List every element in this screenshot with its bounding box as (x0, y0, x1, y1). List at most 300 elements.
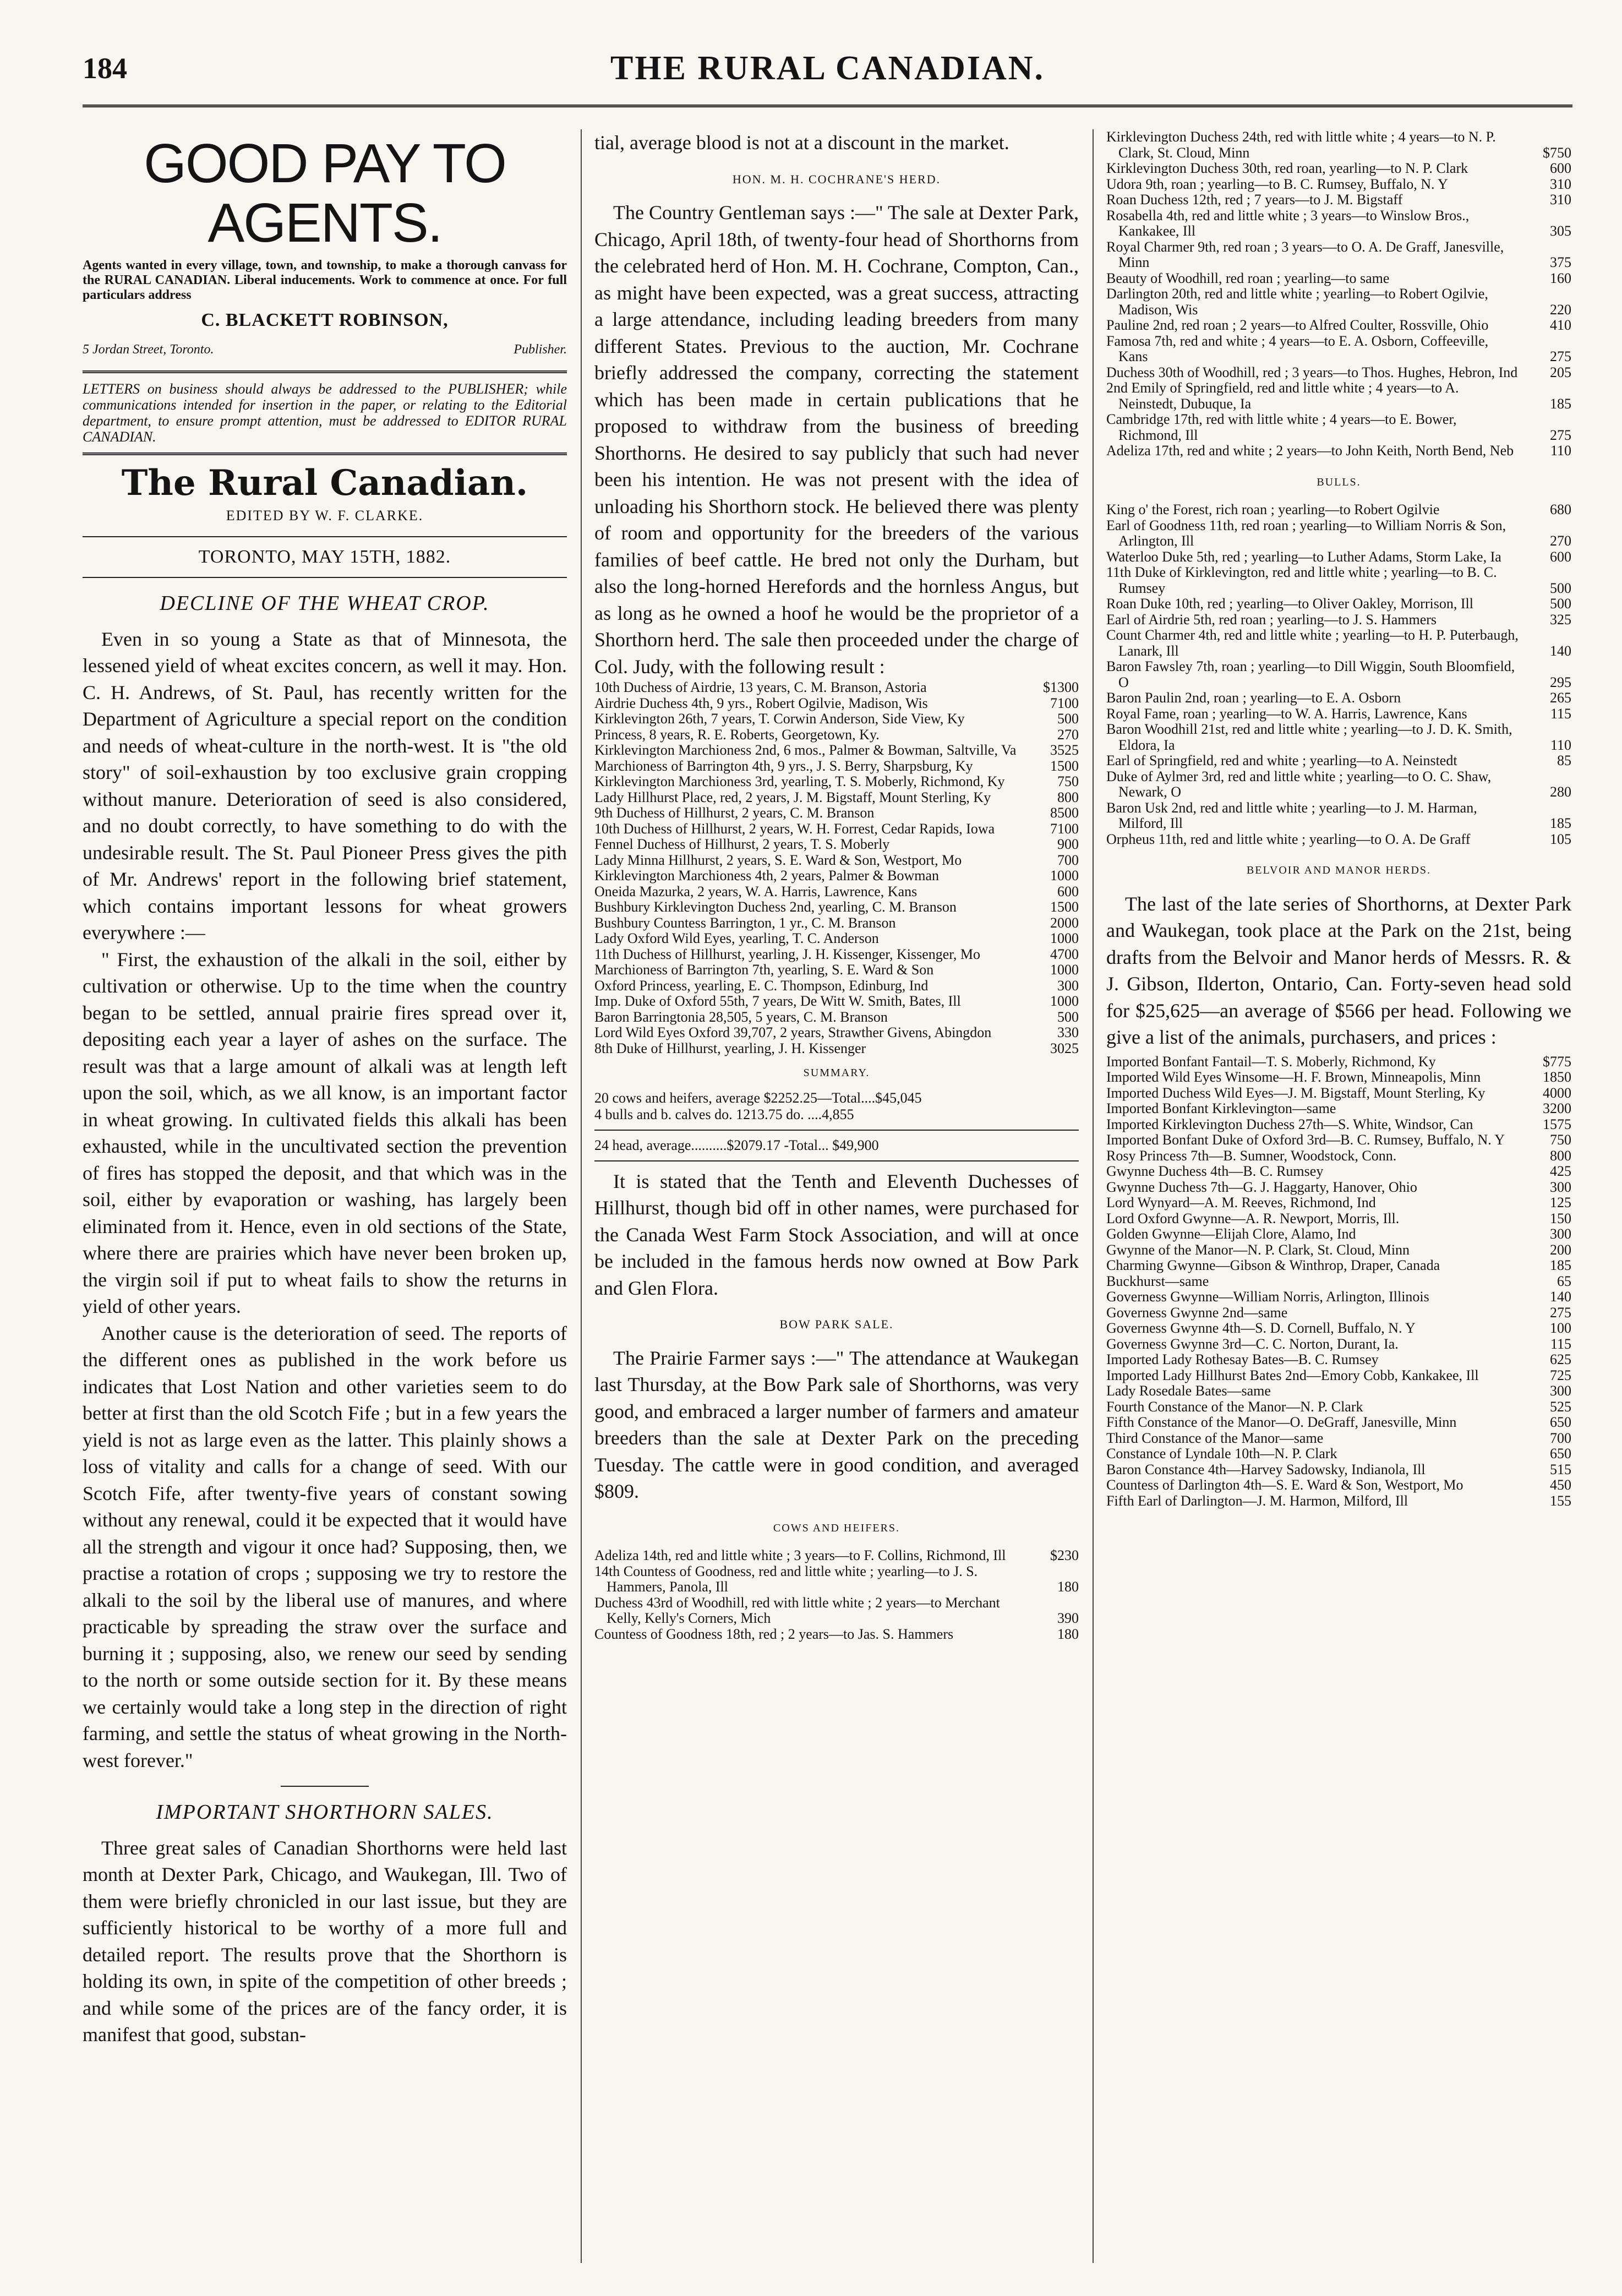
sale-entry (1106, 1148, 1571, 1164)
sale-entry-price: 450 (1550, 1477, 1571, 1493)
sale-entry-price: 525 (1550, 1398, 1571, 1415)
sale-entry (1106, 1337, 1571, 1352)
sale-list (594, 680, 1079, 1056)
sale-entry-text: Golden Gwynne—Elijah Clore, Alamo, Ind (1106, 1226, 1356, 1242)
article-paragraph: The last of the late series of Shorthorns, at Dexter Park and Waukegan, took place at the Park on the 21st, being drafts from the Belvoir and Manor herds of Messrs. R. & J. Gibson, Ilderton, Ontario, Can. Forty-seven head sold for $25,625—an average of $566 per head. Following we give a list of the animals, purchasers, and prices : (1106, 892, 1571, 1048)
sale-entry-price: 100 (1550, 1320, 1571, 1336)
sale-entry (1106, 1274, 1571, 1290)
sale-entry-price: 700 (1550, 1430, 1571, 1446)
sale-entry-price: 270 (1057, 726, 1079, 743)
sale-entry-text: Oxford Princess, yearling, E. C. Thompson, Edinburg, Ind (594, 977, 929, 994)
sale-entry-price: 500 (1550, 596, 1571, 612)
sale-entry-price: 185 (1550, 815, 1571, 831)
article-title: IMPORTANT SHORTHORN SALES. (156, 1801, 494, 1824)
sale-entry-price: 600 (1550, 548, 1571, 565)
sale-entry-text: Oneida Mazurka, 2 years, W. A. Harris, Lawrence, Kans (594, 883, 918, 899)
sale-entry-price: 4700 (1050, 946, 1079, 962)
sale-entry (1106, 706, 1571, 722)
sale-entry-text: Bushbury Countess Barrington, 1 yr., C. M. Branson (594, 914, 896, 931)
sale-entry-text: Constance of Lyndale 10th—N. P. Clark (1106, 1446, 1337, 1461)
sale-entry (1106, 1399, 1571, 1415)
sale-entry-price: 2000 (1050, 914, 1079, 931)
sale-entry-price: 750 (1057, 773, 1079, 789)
sale-entry-price: 150 (1550, 1210, 1571, 1226)
sale-entry-text: Lady Hillhurst Place, red, 2 years, J. M. Bigstaff, Mount Sterling, Ky (594, 789, 991, 805)
ad-name: C. BLACKETT ROBINSON, (201, 310, 449, 330)
sale-entry (594, 680, 1079, 696)
sale-entry-price: 375 (1550, 254, 1571, 270)
sale-list (1106, 129, 1571, 459)
sale-entry-text: 10th Duchess of Hillhurst, 2 years, W. H. Forrest, Cedar Rapids, Iowa (594, 820, 995, 837)
sale-entry-text: Waterloo Duke 5th, red ; yearling—to Luther Adams, Storm Lake, Ia (1106, 548, 1501, 565)
sale-entry-text: Roan Duke 10th, red ; yearling—to Oliver Oakley, Morrison, Ill (1106, 596, 1473, 612)
sale-entry (1106, 1368, 1571, 1384)
sale-entry (594, 759, 1079, 775)
letters-notice: LETTERS on business should always be addressed to the PUBLISHER; while communications intended for insertion in the paper, or relating to the Editorial department, to ensure prompt attention, must be addressed to EDITOR RURAL CANADIAN. (83, 381, 567, 445)
sale-entry (1106, 271, 1571, 287)
masthead: THE RURAL CANADIAN. (610, 50, 1045, 87)
sale-entry-text: Imported Bonfant Fantail—T. S. Moberly, Richmond, Ky (1106, 1053, 1436, 1070)
sale-entry (1106, 1117, 1571, 1133)
section-heading: BOW PARK SALE. (779, 1317, 894, 1331)
sale-entry (594, 962, 1079, 978)
sale-entry-text: Kirklevington Duchess 30th, red roan, yearling—to N. P. Clark (1106, 160, 1468, 176)
sale-entry-price: 275 (1550, 427, 1571, 443)
sale-entry-text: Imported Duchess Wild Eyes—J. M. Bigstaff, Mount Sterling, Ky (1106, 1084, 1486, 1101)
ad-footer (83, 336, 567, 363)
sale-entry (1106, 192, 1571, 208)
sale-entry-text: Imported Lady Rothesay Bates—B. C. Rumsey (1106, 1351, 1379, 1367)
sale-entry (1106, 769, 1571, 800)
summary-line: 20 cows and heifers, average $2252.25—Total....$45,045 (594, 1089, 922, 1106)
sale-entry-text: Gwynne Duchess 7th—G. J. Haggarty, Hanover, Ohio (1106, 1179, 1417, 1195)
sale-entry (594, 1548, 1079, 1564)
sale-entry (1106, 177, 1571, 193)
sale-entry-text: Governess Gwynne 2nd—same (1106, 1304, 1288, 1321)
sale-entry (1106, 1132, 1571, 1148)
sale-entry-price: 140 (1550, 642, 1571, 659)
sale-entry-price: 85 (1557, 752, 1571, 768)
sale-entry-price: 700 (1057, 852, 1079, 868)
sale-entry (1106, 318, 1571, 334)
sale-entry-price: 180 (1057, 1626, 1079, 1642)
column-divider (1093, 129, 1094, 2263)
sale-entry-text: Earl of Springfield, red and white ; yearling—to A. Neinstedt (1106, 752, 1457, 768)
section-heading: COWS AND HEIFERS. (773, 1521, 900, 1534)
sale-entry-text: Lady Oxford Wild Eyes, yearling, T. C. Anderson (594, 930, 879, 946)
sale-entry-text: Baron Paulin 2nd, roan ; yearling—to E. A. Osborn (1106, 690, 1401, 706)
paper-title: The Rural Canadian. (121, 462, 528, 504)
sale-entry (1106, 1431, 1571, 1447)
sale-entry-price: 1000 (1050, 930, 1079, 946)
section-heading: SUMMARY. (803, 1067, 870, 1079)
sale-entry-price: 275 (1550, 1304, 1571, 1321)
sale-entry (1106, 1226, 1571, 1242)
sale-entry (1106, 753, 1571, 769)
sale-entry-text: Kirklevington 26th, 7 years, T. Corwin Anderson, Side View, Ky (594, 711, 965, 727)
sale-entry-text: 11th Duchess of Hillhurst, yearling, J. H. Kissenger, Kissenger, Mo (594, 946, 981, 962)
header-rule (83, 105, 1572, 107)
sale-entry-text: Cambridge 17th, red with little white ; 4 years—to E. Bower, Richmond, Ill (1106, 411, 1457, 443)
sale-entry-price: 650 (1550, 1414, 1571, 1430)
sale-entry-price: 625 (1550, 1351, 1571, 1367)
sale-entry-text: Lord Wild Eyes Oxford 39,707, 2 years, Strawther Givens, Abingdon (594, 1024, 992, 1040)
sale-entry-text: Charming Gwynne—Gibson & Winthrop, Draper, Canada (1106, 1257, 1440, 1273)
sale-entry (1106, 412, 1571, 443)
section-heading: BULLS. (1317, 476, 1361, 488)
sale-entry-text: Countess of Darlington 4th—S. E. Ward & Son, Westport, Mo (1106, 1477, 1463, 1493)
sale-entry-price: 160 (1550, 270, 1571, 286)
sale-entry (594, 853, 1079, 869)
sale-entry-price: 1575 (1543, 1116, 1571, 1132)
sale-entry-price: 600 (1057, 883, 1079, 899)
sale-entry-text: Roan Duchess 12th, red ; 7 years—to J. M. Bigstaff (1106, 192, 1403, 208)
sale-entry (1106, 129, 1571, 161)
sale-entry-text: Governess Gwynne 4th—S. D. Cornell, Buffalo, N. Y (1106, 1320, 1416, 1336)
sale-entry (594, 1564, 1079, 1595)
ad-role: Publisher. (514, 342, 567, 357)
sale-entry-price: 1000 (1050, 993, 1079, 1009)
sale-entry (594, 790, 1079, 806)
sale-entry (1106, 549, 1571, 565)
sale-entry-text: Kirklevington Marchioness 4th, 2 years, Palmer & Bowman (594, 868, 940, 884)
sale-list (1106, 502, 1571, 847)
sale-entry-text: Baron Usk 2nd, red and little white ; yearling—to J. M. Harman, Milford, Ill (1106, 799, 1477, 831)
sale-entry-text: Udora 9th, roan ; yearling—to B. C. Rumsey, Buffalo, N. Y (1106, 176, 1448, 192)
sale-entry (594, 805, 1079, 821)
dateline: TORONTO, MAY 15TH, 1882. (198, 546, 451, 567)
divider (83, 536, 567, 537)
sale-entry-price: 325 (1550, 611, 1571, 628)
sale-entry (1106, 1242, 1571, 1258)
sale-entry-text: Royal Charmer 9th, red roan ; 3 years—to O. A. De Graff, Janesville, Minn (1106, 238, 1504, 270)
sale-entry (594, 774, 1079, 790)
short-rule (281, 1786, 369, 1787)
sale-entry-price: 1500 (1050, 757, 1079, 774)
sale-entry (1106, 208, 1571, 239)
divider (83, 370, 567, 373)
sale-entry-text: 10th Duchess of Airdrie, 13 years, C. M. Branson, Astoria (594, 679, 927, 695)
sale-entry-price: 115 (1550, 705, 1571, 722)
sale-entry-price: 1000 (1050, 868, 1079, 884)
sale-entry-text: 11th Duke of Kirklevington, red and little white ; yearling—to B. C. Rumsey (1106, 564, 1497, 596)
sale-entry-text: Beauty of Woodhill, red roan ; yearling—to same (1106, 270, 1390, 286)
sale-entry-price: 205 (1550, 364, 1571, 380)
sale-entry (1106, 1305, 1571, 1321)
sale-entry (1106, 659, 1571, 690)
sale-entry (1106, 1101, 1571, 1117)
sale-entry-price: 7100 (1050, 820, 1079, 837)
sale-entry (1106, 722, 1571, 753)
sale-entry-price: $775 (1543, 1053, 1571, 1070)
sale-entry-text: Duchess 43rd of Woodhill, red with little white ; 2 years—to Merchant Kelly, Kelly's Corners, Mich (594, 1594, 1000, 1626)
sale-entry (1106, 1321, 1571, 1337)
sale-entry (594, 837, 1079, 853)
sale-entry-text: Baron Fawsley 7th, roan ; yearling—to Dill Wiggin, South Bloomfield, O (1106, 658, 1515, 690)
sale-entry-text: Imported Kirklevington Duchess 27th—S. White, Windsor, Can (1106, 1116, 1473, 1132)
sale-entry-price: 265 (1550, 690, 1571, 706)
sale-entry-price: 1000 (1050, 962, 1079, 978)
sale-entry-text: Third Constance of the Manor—same (1106, 1430, 1324, 1446)
sale-entry-text: Rosabella 4th, red and little white ; 3 years—to Winslow Bros., Kankakee, Ill (1106, 207, 1470, 239)
sale-entry (594, 727, 1079, 743)
divider (594, 1160, 1079, 1161)
sale-entry-price: $1300 (1043, 679, 1079, 695)
sale-entry (1106, 1493, 1571, 1509)
sale-entry-price: 295 (1550, 674, 1571, 690)
sale-entry (1106, 628, 1571, 659)
sale-entry-price: 800 (1550, 1147, 1571, 1164)
sale-entry-price: 7100 (1050, 695, 1079, 711)
sale-entry-price: 500 (1057, 711, 1079, 727)
sale-entry-text: Kirklevington Duchess 24th, red with little white ; 4 years—to N. P. Clark, St. Cloud, Minn (1106, 129, 1496, 161)
column-2 (594, 129, 1079, 1642)
sale-entry-text: Fifth Constance of the Manor—O. DeGraff, Janesville, Minn (1106, 1414, 1457, 1430)
sale-entry-text: Governess Gwynne 3rd—C. C. Norton, Durant, Ia. (1106, 1335, 1399, 1352)
sale-entry-price: 310 (1550, 176, 1571, 192)
sale-entry (1106, 334, 1571, 365)
sale-entry-text: Imp. Duke of Oxford 55th, 7 years, De Witt W. Smith, Bates, Ill (594, 993, 961, 1009)
sale-entry-price: 725 (1550, 1367, 1571, 1383)
sale-entry (594, 1025, 1079, 1041)
sale-entry-text: Famosa 7th, red and white ; 4 years—to E. A. Osborn, Coffeeville, Kans (1106, 332, 1489, 364)
sale-entry (1106, 380, 1571, 412)
sale-entry-text: Princess, 8 years, R. E. Roberts, Georgetown, Ky. (594, 726, 880, 743)
sale-entry-price: 140 (1550, 1289, 1571, 1305)
sale-entry (1106, 1446, 1571, 1462)
sale-entry-price: 310 (1550, 192, 1571, 208)
sale-entry-text: King o' the Forest, rich roan ; yearling—to Robert Ogilvie (1106, 501, 1440, 517)
sale-entry (1106, 800, 1571, 832)
sale-entry-text: Marchioness of Barrington 4th, 9 yrs., J. S. Berry, Sharpsburg, Ky (594, 757, 973, 774)
sale-entry (1106, 1383, 1571, 1399)
sale-entry-price: 900 (1057, 836, 1079, 852)
sale-entry-price: 300 (1550, 1383, 1571, 1399)
sale-entry-text: Countess of Goodness 18th, red ; 2 years—to Jas. S. Hammers (594, 1626, 954, 1642)
sale-entry-price: 800 (1057, 789, 1079, 805)
article-paragraph: Even in so young a State as that of Minnesota, the lessened yield of wheat excites concern, as well it may. Hon. C. H. Andrews, of St. Paul, has recently written for the Department of Agriculture a special report on the condition and needs of wheat-culture in the north-west. It is "the old story" of soil-exhaustion by too exclusive grain cropping without manure. Deterioration of seed is also considered, and no doubt correctly, to have something to do with the undesirable result. The St. Paul Pioneer Press gives the pith of Mr. Andrews' report in the following brief statement, which contains important lessons for wheat growers everywhere :— (83, 628, 567, 944)
sale-entry (1106, 443, 1571, 459)
section-heading: HON. M. H. COCHRANE'S HERD. (732, 172, 941, 186)
sale-entry (1106, 690, 1571, 706)
divider (83, 577, 567, 578)
sale-entry-price: 270 (1550, 533, 1571, 549)
summary-line: 4 bulls and b. calves do. 1213.75 do. ....4,855 (594, 1106, 854, 1122)
article-paragraph: Three great sales of Canadian Shorthorns were held last month at Dexter Park, Chicago, and Waukegan, Ill. Two of them were briefly chronicled in our last issue, but they are sufficiently historical to be worthy of a more full and detailed report. The results prove that the Shorthorn is holding its own, in spite of the competition of other breeds ; and while some of the prices are of the fancy order, it is manifest that good, substan- (83, 1836, 567, 2046)
sale-entry-text: Rosy Princess 7th—B. Sumner, Woodstock, Conn. (1106, 1147, 1397, 1164)
sale-entry (594, 915, 1079, 931)
sale-entry-text: Imported Wild Eyes Winsome—H. F. Brown, Minneapolis, Minn (1106, 1069, 1481, 1085)
divider (594, 1130, 1079, 1131)
sale-entry (594, 743, 1079, 759)
section-heading: BELVOIR AND MANOR HERDS. (1246, 864, 1432, 876)
sale-entry (1106, 1258, 1571, 1274)
sale-entry (1106, 239, 1571, 271)
sale-entry-text: Kirklevington Marchioness 3rd, yearling, T. S. Moberly, Richmond, Ky (594, 773, 1005, 789)
page-number: 184 (83, 52, 127, 85)
sale-entry-text: Fourth Constance of the Manor—N. P. Clark (1106, 1398, 1363, 1415)
sale-entry-price: 410 (1550, 317, 1571, 333)
sale-entry-text: 8th Duke of Hillhurst, yearling, J. H. Kissenger (594, 1040, 866, 1056)
sale-entry (1106, 1211, 1571, 1227)
sale-entry-text: Duchess 30th of Woodhill, red ; 3 years—to Thos. Hughes, Hebron, Ind (1106, 364, 1518, 380)
sale-entry-text: Fennel Duchess of Hillhurst, 2 years, T. S. Moberly (594, 836, 890, 852)
sale-entry (1106, 161, 1571, 177)
sale-entry (1106, 1164, 1571, 1180)
sale-entry (594, 821, 1079, 837)
article-paragraph: Another cause is the deterioration of seed. The reports of the different ones as published in the work before us indicates that Lost Nation and other varieties seem to do better at first than the old Scotch Fife ; but in a few years the yield is not as large even as the latter. This plainly shows a loss of vitality and calls for a change of seed. With our Scotch Fife, after twenty-five years of constant sowing without any renewal, could it be expected that it would have all the strength and vigour it once had? Supposing, then, we practise a rotation of crops ; supposing we try to restore the alkali to the soil by the liberal use of manures, and where practicable by spreading the straw over the surface and burning it ; supposing, also, we renew our seed by sending to the north or some outside section for it. By these means we certainly would take a long step in the direction of right farming, and settle the status of wheat growing in the North-west forever." (83, 1322, 567, 1771)
sale-entry (594, 884, 1079, 900)
sale-entry (594, 947, 1079, 963)
sale-entry-price: 4000 (1543, 1084, 1571, 1101)
sale-entry-price: 425 (1550, 1163, 1571, 1179)
sale-entry-price: 125 (1550, 1195, 1571, 1210)
article-paragraph: The Prairie Farmer says :—" The attendance at Waukegan last Thursday, at the Bow Park sale of Shorthorns, was very good, and embraced a larger number of farmers and amateur breeders than the sale at Dexter Park on the preceding Tuesday. The cattle were in good condition, and averaged $809. (594, 1346, 1079, 1502)
sale-entry-text: Kirklevington Marchioness 2nd, 6 mos., Palmer & Bowman, Saltville, Va (594, 742, 1017, 758)
sale-entry-price: 680 (1550, 501, 1571, 517)
sale-entry-price: 110 (1550, 737, 1571, 753)
sale-entry (1106, 502, 1571, 518)
sale-entry (1106, 1180, 1571, 1196)
sale-entry-text: Buckhurst—same (1106, 1273, 1209, 1289)
summary-line: 24 head, average..........$2079.17 -Total... $49,900 (594, 1137, 879, 1153)
sale-entry-price: 155 (1550, 1492, 1571, 1509)
sale-entry-price: 110 (1550, 443, 1571, 459)
sale-entry-price: 300 (1550, 1226, 1571, 1242)
sale-entry-text: Imported Bonfant Duke of Oxford 3rd—B. C. Rumsey, Buffalo, N. Y (1106, 1132, 1505, 1148)
sale-entry (594, 1627, 1079, 1643)
sale-list (1106, 1054, 1571, 1509)
ad-body: Agents wanted in every village, town, and township, to make a thorough canvass for the RURAL CANADIAN. Liberal inducements. Work to commence at once. For full particulars address (83, 258, 567, 302)
sale-entry-price: 180 (1057, 1579, 1079, 1595)
sale-entry (594, 994, 1079, 1010)
sale-list (594, 1548, 1079, 1642)
sale-entry (1106, 1462, 1571, 1478)
sale-entry-text: Adeliza 14th, red and little white ; 3 years—to F. Collins, Richmond, Ill (594, 1547, 1006, 1563)
sale-entry (594, 978, 1079, 994)
sale-entry-text: Count Charmer 4th, red and little white ; yearling—to H. P. Puterbaugh, Lanark, Ill (1106, 627, 1519, 659)
sale-entry-text: Lord Wynyard—A. M. Reeves, Richmond, Ind (1106, 1195, 1376, 1210)
sale-entry-price: 750 (1550, 1132, 1571, 1148)
sale-entry-price: 3525 (1050, 742, 1079, 758)
sale-entry-price: 65 (1557, 1273, 1571, 1289)
sale-entry-price: 280 (1550, 784, 1571, 800)
sale-entry-price: 275 (1550, 348, 1571, 364)
ad-address: 5 Jordan Street, Toronto. (83, 342, 214, 357)
sale-entry-price: 115 (1550, 1335, 1571, 1352)
sale-entry-text: Imported Bonfant Kirklevington—same (1106, 1100, 1336, 1116)
sale-entry (1106, 832, 1571, 848)
ad-heading: GOOD PAY TO AGENTS. (144, 133, 506, 254)
sale-entry-text: 2nd Emily of Springfield, red and little white ; 4 years—to A. Neinstedt, Dubuque, Ia (1106, 380, 1459, 412)
sale-entry-price: 105 (1550, 831, 1571, 847)
sale-entry-price: 650 (1550, 1446, 1571, 1461)
sale-entry-price: 8500 (1050, 805, 1079, 821)
article-paragraph: The Country Gentleman says :—" The sale at Dexter Park, Chicago, April 18th, of twenty-four head of Shorthorns from the celebrated herd of Hon. M. H. Cochrane, Compton, Can., as might have been expected, was a great success, attracting a large attendance, including leading breeders from many different States. Previous to the auction, Mr. Cochrane briefly addressed the company, correcting the statement which has been made in certain publications that he proposed to withdraw from the business of breeding Shorthorns. He desired to say publicly that such had never been his intention. He was not present with the idea of unloading his Shorthorn stock. He believed there was plenty of room and opportunity for the breeders of the various families of beef cattle. He bred not only the Durham, but also the long-horned Herefords and the hornless Angus, but as long as he owned a hoof he would be the proprietor of a Shorthorn herd. The sale then proceeded under the charge of Col. Judy, with the following result : (594, 201, 1079, 678)
sale-entry (1106, 1352, 1571, 1368)
sale-entry (594, 868, 1079, 884)
sale-entry (1106, 1289, 1571, 1305)
sale-entry-price: 515 (1550, 1461, 1571, 1477)
sale-entry (1106, 1086, 1571, 1101)
sale-entry (1106, 612, 1571, 628)
sale-entry-text: Marchioness of Barrington 7th, yearling, S. E. Ward & Son (594, 962, 934, 978)
sale-entry-price: 3025 (1050, 1040, 1079, 1056)
column-1 (83, 129, 567, 2048)
sale-entry-price: 330 (1057, 1024, 1079, 1040)
sale-entry (594, 931, 1079, 947)
sale-entry-price: 390 (1057, 1610, 1079, 1626)
column-divider (581, 129, 582, 2263)
sale-entry-text: Governess Gwynne—William Norris, Arlington, Illinois (1106, 1289, 1429, 1305)
article-title: DECLINE OF THE WHEAT CROP. (160, 592, 490, 615)
sale-entry (1106, 1415, 1571, 1431)
sale-entry (1106, 1195, 1571, 1211)
sale-entry (1106, 1054, 1571, 1070)
sale-entry-text: Gwynne Duchess 4th—B. C. Rumsey (1106, 1163, 1324, 1179)
sale-entry-text: Orpheus 11th, red and little white ; yearling—to O. A. De Graff (1106, 831, 1471, 847)
sale-entry (594, 899, 1079, 915)
article-paragraph: " First, the exhaustion of the alkali in the soil, either by cultivation or otherwise. Up to the time when the country began to be settled, annual prairie fires spread over it, depositing each year a layer of ashes on the surface. The result was that a large amount of alkali was at length left upon the soil, which, as we all know, is an important factor in wheat growing. In cultivated fields this alkali has been exhausted, while in the uncultivated section the prevention of fires has stopped the deposit, and that which was in the soil, either by evaporation or washing, has largely been eliminated from it. Hence, even in old sections of the State, where there are prairies which have never been broken up, the virgin soil if put to wheat fails to show the returns in yield of other years. (83, 948, 567, 1317)
sale-entry-price: 300 (1550, 1179, 1571, 1195)
sale-entry (594, 1041, 1079, 1057)
sale-entry-price: 3200 (1543, 1100, 1571, 1116)
sale-entry (1106, 286, 1571, 318)
sale-entry-price: 300 (1057, 977, 1079, 994)
sale-entry (1106, 565, 1571, 596)
sale-entry-text: Imported Lady Hillhurst Bates 2nd—Emory Cobb, Kankakee, Ill (1106, 1367, 1479, 1383)
article-paragraph: It is stated that the Tenth and Eleventh Duchesses of Hillhurst, though bid off in other names, were purchased for the Canada West Farm Stock Association, and will at once be included in the famous herds now owned at Bow Park and Glen Flora. (594, 1170, 1079, 1299)
sale-entry-price: 305 (1550, 223, 1571, 239)
sale-entry-text: Earl of Goodness 11th, red roan ; yearling—to William Norris & Son, Arlington, Ill (1106, 517, 1506, 549)
sale-entry-text: Lord Oxford Gwynne—A. R. Newport, Morris, Ill. (1106, 1210, 1400, 1226)
column-3 (1106, 129, 1571, 1509)
article-paragraph: tial, average blood is not at a discount in the market. (594, 132, 1009, 154)
sale-entry-text: Royal Fame, roan ; yearling—to W. A. Harris, Lawrence, Kans (1106, 705, 1467, 722)
sale-entry-price: 1850 (1543, 1069, 1571, 1085)
sale-entry-text: Duke of Aylmer 3rd, red and little white ; yearling—to O. C. Shaw, Newark, O (1106, 768, 1492, 800)
sale-entry-text: Airdrie Duchess 4th, 9 yrs., Robert Ogilvie, Madison, Wis (594, 695, 928, 711)
sale-entry (594, 696, 1079, 712)
sale-entry (594, 711, 1079, 727)
sale-entry-text: Fifth Earl of Darlington—J. M. Harmon, Milford, Ill (1106, 1492, 1408, 1509)
sale-entry-price: 185 (1550, 395, 1571, 412)
sale-entry (1106, 1070, 1571, 1086)
divider (83, 452, 567, 455)
sale-entry-price: 1500 (1050, 899, 1079, 915)
sale-entry-text: Lady Minna Hillhurst, 2 years, S. E. Ward & Son, Westport, Mo (594, 852, 962, 868)
sale-entry-text: 9th Duchess of Hillhurst, 2 years, C. M. Branson (594, 805, 875, 821)
sale-entry-text: Darlington 20th, red and little white ; yearling—to Robert Ogilvie, Madison, Wis (1106, 286, 1488, 318)
sale-entry-price: 220 (1550, 301, 1571, 318)
sale-entry (1106, 1477, 1571, 1493)
sale-entry-price: 200 (1550, 1241, 1571, 1258)
sale-entry-text: Baron Woodhill 21st, red and little white ; yearling—to J. D. K. Smith, Eldora, Ia (1106, 721, 1512, 753)
sale-entry-text: Adeliza 17th, red and white ; 2 years—to John Keith, North Bend, Neb (1106, 443, 1514, 459)
sale-entry-text: Earl of Airdrie 5th, red roan ; yearling—to J. S. Hammers (1106, 611, 1437, 628)
sale-entry-price: 500 (1057, 1008, 1079, 1025)
sale-entry-text: Lady Rosedale Bates—same (1106, 1383, 1271, 1399)
sale-entry (594, 1595, 1079, 1627)
sale-entry-text: Baron Constance 4th—Harvey Sadowsky, Indianola, Ill (1106, 1461, 1426, 1477)
page-header (83, 41, 1572, 102)
sale-entry-text: Bushbury Kirklevington Duchess 2nd, yearling, C. M. Branson (594, 899, 957, 915)
sale-entry (1106, 365, 1571, 381)
sale-entry-price: $750 (1543, 144, 1571, 161)
editor-line: EDITED BY W. F. CLARKE. (226, 508, 424, 523)
sale-entry (1106, 596, 1571, 612)
sale-entry-price: 600 (1550, 160, 1571, 176)
